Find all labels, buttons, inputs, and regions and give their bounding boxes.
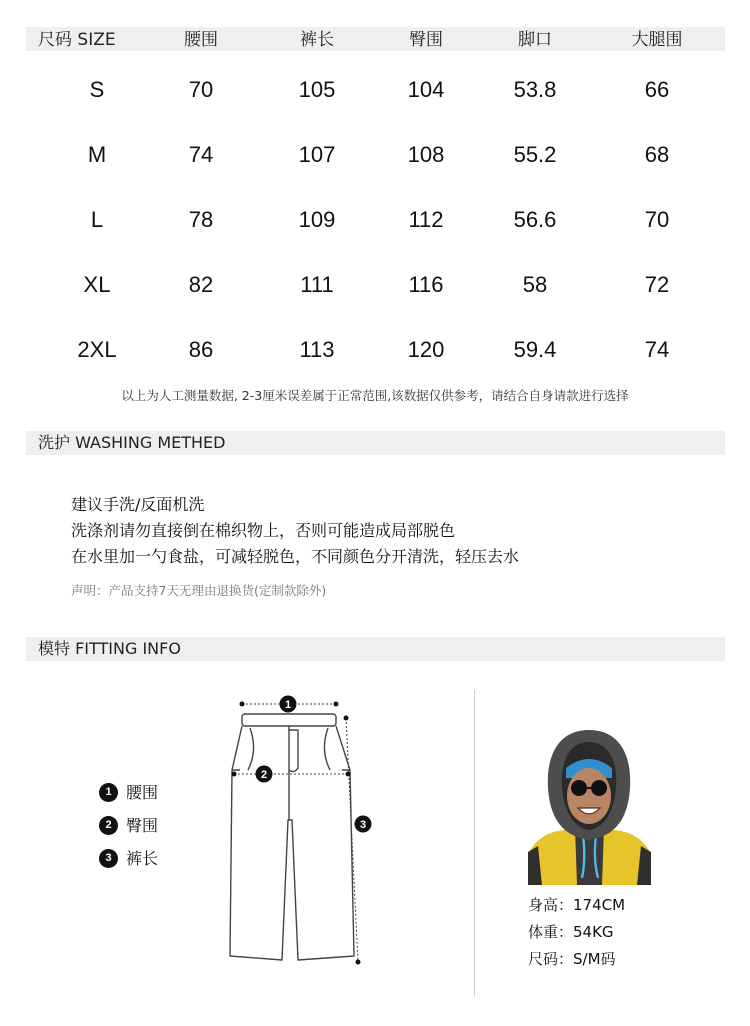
table-cell: 105	[298, 77, 336, 102]
table-cell: 68	[644, 142, 670, 167]
table-cell: 104	[407, 77, 445, 102]
measurement-legend	[99, 780, 158, 879]
pants-outline	[230, 726, 354, 960]
model-size: 尺码：S/M码	[528, 950, 616, 968]
table-cell: 111	[300, 272, 334, 297]
svg-text:3: 3	[359, 819, 367, 831]
header-length: 裤长	[300, 30, 334, 50]
washing-line: 洗涤剂请勿直接倒在棉织物上，否则可能造成局部脱色	[71, 521, 456, 540]
measure-endpoint-dot	[344, 716, 349, 721]
header-hip: 臀围	[409, 30, 443, 50]
table-row	[0, 188, 750, 252]
measure-endpoint-dot	[346, 772, 351, 777]
table-cell: S	[89, 77, 105, 102]
measure-endpoint-dot	[232, 772, 237, 777]
legend-item	[99, 813, 158, 846]
vertical-divider	[474, 690, 475, 996]
left-pocket-line	[248, 728, 254, 770]
table-cell: 109	[298, 207, 336, 232]
table-cell: 74	[644, 337, 670, 362]
table-cell: 53.8	[513, 77, 557, 102]
legend-label: 臀围	[126, 815, 159, 835]
table-cell: 56.6	[513, 207, 557, 232]
model-avatar-image	[528, 728, 651, 885]
table-row	[0, 123, 750, 187]
table-cell: 55.2	[513, 142, 557, 167]
legend-number-badge: 2	[99, 816, 118, 835]
table-cell: 66	[644, 77, 670, 102]
table-row	[0, 253, 750, 317]
table-cell: 107	[298, 142, 336, 167]
right-sunglass-lens	[591, 780, 607, 796]
size-table-header	[26, 27, 725, 51]
legend-item	[99, 780, 158, 813]
header-size: 尺码 SIZE	[38, 30, 116, 50]
fly-outline	[289, 730, 298, 772]
table-cell: 58	[522, 272, 548, 297]
header-waist: 腰围	[184, 30, 218, 50]
table-row	[0, 318, 750, 382]
washing-line: 在水里加一勺食盐，可减轻脱色，不同颜色分开清洗，轻压去水	[71, 547, 520, 566]
washing-line: 建议手洗/反面机洗	[71, 495, 205, 514]
table-cell: 70	[644, 207, 670, 232]
table-cell: 72	[644, 272, 670, 297]
table-row	[0, 58, 750, 122]
washing-section-header	[26, 431, 725, 455]
table-cell: 2XL	[77, 337, 117, 362]
table-cell: 116	[408, 272, 444, 297]
diagram-marker-3	[355, 816, 372, 833]
diagram-marker-2	[256, 766, 273, 783]
table-cell: M	[87, 142, 107, 167]
table-cell: 74	[188, 142, 214, 167]
table-cell: 59.4	[513, 337, 557, 362]
right-pocket-line	[324, 728, 330, 770]
header-thigh: 大腿围	[631, 30, 683, 50]
legend-label: 腰围	[126, 782, 159, 802]
waistband-outline	[242, 714, 336, 726]
table-cell: L	[90, 207, 104, 232]
diagram-marker-1	[280, 696, 297, 713]
measurement-note: 以上为人工测量数据, 2-3厘米误差属于正常范围,该数据仅供参考，请结合自身请款进行选择	[121, 388, 629, 403]
face-shape	[567, 768, 611, 824]
table-cell: 113	[299, 337, 335, 362]
measure-endpoint-dot	[334, 702, 339, 707]
fitting-title: 模特 FITTING INFO	[38, 639, 181, 658]
left-sunglass-lens	[571, 780, 587, 796]
svg-text:1: 1	[284, 699, 292, 711]
measure-endpoint-dot	[356, 960, 361, 965]
table-cell: 82	[188, 272, 214, 297]
table-cell: 86	[188, 337, 214, 362]
return-policy-disclaimer: 声明：产品支持7天无理由退换货(定制款除外)	[71, 583, 327, 598]
model-info	[528, 892, 625, 973]
header-hem: 脚口	[518, 30, 552, 50]
table-cell: 78	[188, 207, 214, 232]
legend-item	[99, 846, 158, 879]
pants-measurement-diagram	[220, 690, 380, 970]
legend-number-badge: 1	[99, 783, 118, 802]
model-height: 身高：174CM	[528, 896, 626, 914]
table-cell: 120	[407, 337, 445, 362]
measure-endpoint-dot	[240, 702, 245, 707]
table-cell: XL	[83, 272, 111, 297]
washing-instructions	[71, 492, 519, 570]
fitting-section-header	[26, 637, 725, 661]
model-weight: 体重：54KG	[528, 923, 614, 941]
svg-text:2: 2	[260, 769, 268, 781]
legend-label: 裤长	[126, 848, 159, 868]
legend-number-badge: 3	[99, 849, 118, 868]
table-cell: 70	[188, 77, 214, 102]
washing-title: 洗护 WASHING METHED	[38, 433, 226, 452]
table-cell: 112	[408, 207, 444, 232]
table-cell: 108	[407, 142, 445, 167]
